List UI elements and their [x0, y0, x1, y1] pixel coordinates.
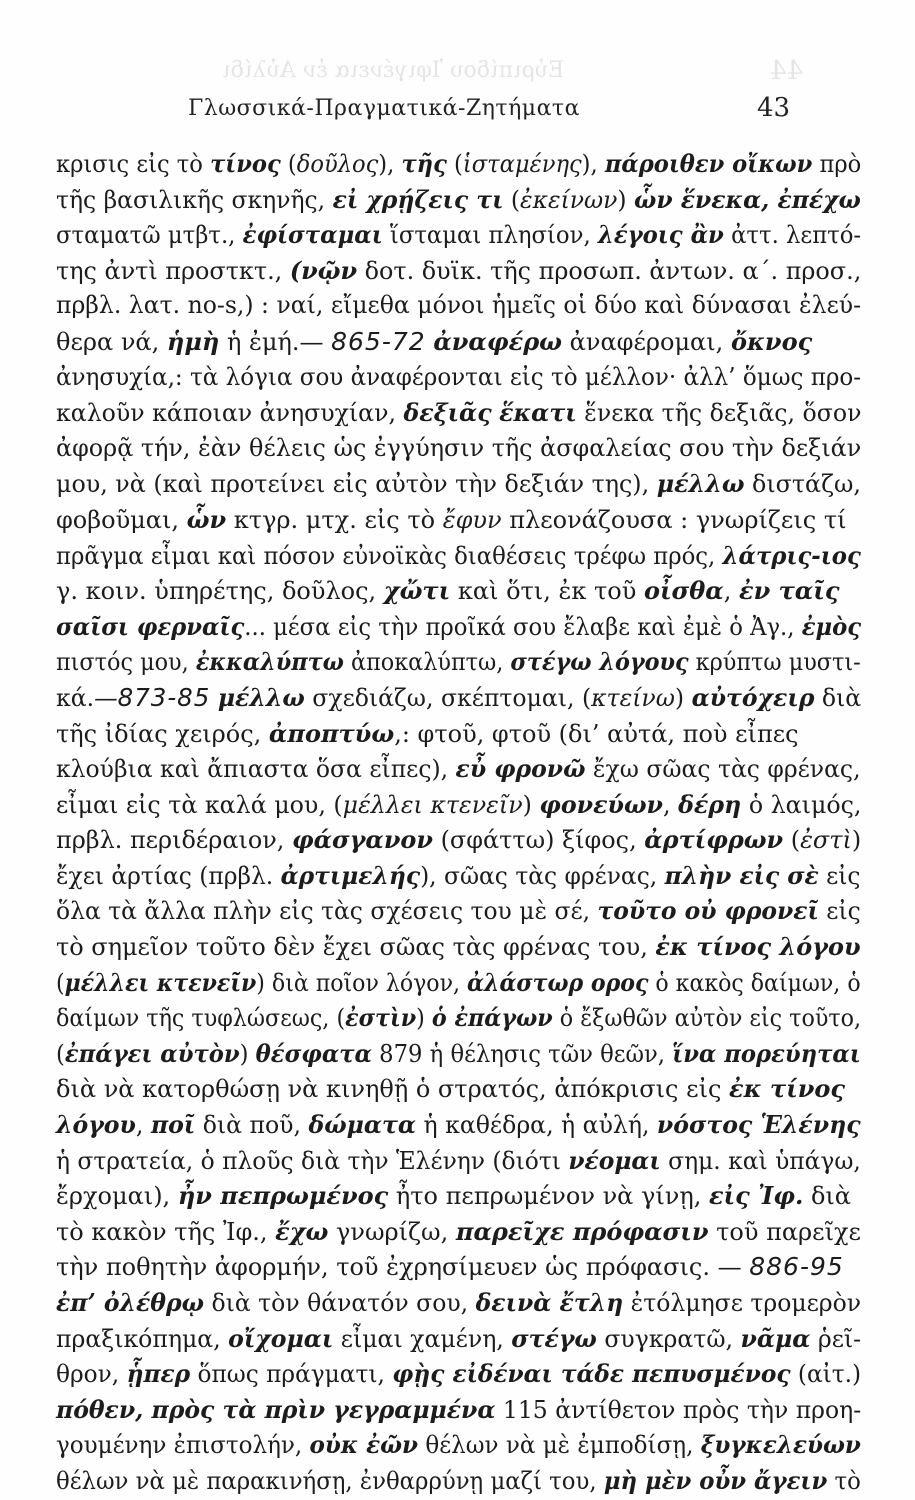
- lemma-term: ἀποπτύω: [268, 718, 395, 748]
- gloss-text: καὶ ὅτι, ἐκ τοῦ: [450, 577, 644, 606]
- gloss-text: ἀφορᾷ τήν, ἐὰν θέλεις ὡς ἐγγύησιν τῆς ἀσφαλείας σου τὴν δεξιάν: [56, 433, 862, 462]
- gloss-text: εἶμαι εἰς τὰ καλά μου, (: [56, 790, 343, 819]
- lemma-term: τῆς: [401, 149, 447, 178]
- gloss-text: (: [503, 185, 521, 214]
- gloss-text: συγκρατῶ,: [596, 1324, 741, 1353]
- text-line: [56, 431, 862, 467]
- text-line: [56, 182, 861, 218]
- gloss-text: ἦτο πεπρωμένον νὰ γίνῃ,: [388, 1182, 709, 1211]
- lemma-term: ξυγκελεύων: [700, 1430, 861, 1460]
- gloss-text: ὅπως πράγματι,: [190, 1360, 393, 1389]
- lemma-term: ἀλάστωρ ορος: [467, 967, 649, 997]
- gloss-text: θέλων νὰ μὲ ἐμποδίσῃ,: [418, 1431, 701, 1460]
- gloss-text: ): [851, 826, 862, 855]
- gloss-text: ὁ λαιμός,: [741, 790, 862, 819]
- text-line: [56, 1249, 861, 1285]
- lemma-term: λέγοις ἂν: [597, 220, 724, 250]
- text-line: [56, 858, 861, 894]
- text-line: [56, 288, 862, 324]
- gloss-text: 115 ἀντίθετον πρὸς τὴν προη-: [495, 1395, 862, 1424]
- lemma-term: νόστος Ἑλένης: [656, 1110, 861, 1140]
- gloss-text: (: [56, 968, 65, 997]
- gloss-text: ) διὰ ποῖον λόγον,: [256, 968, 468, 997]
- gloss-text: διὰ: [814, 683, 862, 712]
- text-line: [56, 787, 862, 823]
- lemma-term: δεξιᾶς: [403, 398, 492, 428]
- gloss-text: (σφάττω) ξίφος,: [432, 826, 645, 855]
- lemma-term: ὄκνος: [730, 326, 813, 356]
- text-line: [56, 217, 862, 253]
- gloss-text: (: [446, 150, 463, 178]
- gloss-text: (: [280, 150, 297, 178]
- text-line: [56, 360, 862, 396]
- lemma-term: λάτρις-ιος: [722, 540, 861, 570]
- gloss-text: ): [239, 1039, 256, 1068]
- lemma-term: ἔχω: [275, 1216, 329, 1246]
- gloss-text: ,: φτοῦ, φτοῦ (δι’ αὐτά, ποὺ εἶπες: [394, 719, 799, 748]
- gloss-text: πρὸ: [812, 150, 862, 178]
- text-line: [56, 146, 862, 182]
- lemma-term: ἐφίσταμαι: [242, 220, 383, 250]
- gloss-text: [210, 684, 217, 712]
- text-line: [56, 1285, 862, 1321]
- lemma-term: ἀναφέρω: [433, 326, 563, 356]
- text-line: [56, 395, 862, 431]
- running-head: Γλωσσικά-Πραγματικά-Ζητήματα: [188, 96, 580, 121]
- text-line: [56, 1107, 861, 1143]
- gloss-text: τὸ κακὸν τῆς Ἰφ.,: [56, 1217, 276, 1246]
- gloss-text: ),: [378, 150, 402, 178]
- gloss-text: ὅλα τὰ ἄλλα πλὴν εἰς τὰς σχέσεις του μὲ σέ,: [56, 897, 598, 926]
- lemma-term: στέγω: [511, 1323, 597, 1353]
- gloss-text: κά.—: [56, 683, 118, 712]
- gloss-text: ἐτόλμησε τρομερὸν: [623, 1289, 862, 1317]
- lemma-term: ἐν ταῖς: [739, 576, 840, 606]
- lemma-term: φῂς εἰδέναι τάδε πεπυσμένος: [392, 1359, 791, 1389]
- lemma-term: ποῖ: [150, 1110, 196, 1140]
- lemma-term: εἰς Ἰφ.: [708, 1181, 804, 1211]
- verse-range: 886-95: [749, 1252, 844, 1282]
- text-line: [56, 822, 862, 858]
- gloss-text: τὸ σημεῖον τοῦτο δὲν ἔχει σῶας τὰς φρένας του,: [56, 933, 656, 962]
- lemma-term: πλὴν εἰς σὲ: [664, 860, 819, 890]
- italic-text: δοῦλος: [296, 150, 379, 178]
- gloss-text: διὰ τὸν θάνατόν σου,: [203, 1289, 476, 1317]
- gloss-text: (: [56, 1039, 65, 1068]
- lemma-term: ἐκκαλύπτω: [195, 647, 344, 677]
- gloss-text: ), σῶας τὰς φρένας,: [420, 861, 665, 890]
- lemma-term: πάροιθεν οἴκων: [604, 149, 813, 178]
- lemma-term: νᾶμα: [740, 1323, 811, 1353]
- bleed-through-page-number: 44: [770, 56, 804, 86]
- lemma-term: μὴ μὲν οὖν ἄγειν: [603, 1465, 828, 1495]
- text-line: [56, 1143, 861, 1179]
- lemma-term: ἐκ τίνος: [729, 1074, 846, 1104]
- gloss-text: ): [617, 185, 635, 214]
- italic-text: κτείνω: [591, 683, 675, 712]
- gloss-text: 879 ἡ θέλησις τῶν θεῶν,: [371, 1039, 673, 1068]
- text-line: [56, 1427, 861, 1463]
- gloss-text: θερα νά,: [56, 327, 167, 356]
- gloss-text: τῆς βασιλικῆς σκηνῆς,: [56, 185, 333, 214]
- lemma-term: ἐστὶν: [345, 1003, 417, 1033]
- text-line: [56, 538, 861, 574]
- lemma-term: νέομαι: [568, 1145, 661, 1175]
- text-line: [56, 1321, 862, 1357]
- gloss-text: μου, νὰ (καὶ προτείνει εἰς αὐτὸν τὴν δεξιάν της),: [56, 470, 657, 499]
- gloss-text: ὁ ἔξωθῶν αὐτὸν εἰς τοῦτο,: [552, 1004, 862, 1033]
- text-line: [56, 716, 861, 752]
- gloss-text: ὁ κακὸς δαίμων, ὁ: [648, 968, 861, 997]
- gloss-text: ἔχει ἀρτίας (πρβλ.: [56, 861, 281, 890]
- gloss-text: πλεονάζουσα : γνωρίζεις τί: [501, 505, 847, 534]
- text-line: [56, 253, 862, 289]
- lemma-term: ἡμὴ: [166, 326, 220, 356]
- italic-text: ἐκείνων: [520, 185, 618, 214]
- text-line: [56, 502, 861, 538]
- lemma-term: χὤτι: [383, 576, 451, 606]
- bleed-through-text: [0, 0, 915, 160]
- lemma-term: φάσγανον: [291, 825, 433, 855]
- lemma-term: ἀρτιμελής: [280, 860, 421, 890]
- gloss-text: κρύπτω μυστι-: [688, 648, 861, 677]
- text-line: [56, 1214, 861, 1250]
- gloss-text: διὰ ποῦ,: [195, 1111, 309, 1140]
- lemma-term: ἐμὸς: [801, 611, 862, 641]
- lemma-term: ἐπάγει αὐτὸν: [64, 1038, 240, 1068]
- italic-text: μέλλει κτενεῖν: [342, 790, 523, 819]
- lemma-term: οἴχομαι: [228, 1323, 334, 1353]
- gloss-text: διὰ: [803, 1182, 852, 1211]
- gloss-text: ῥεῖ-: [810, 1324, 862, 1353]
- gloss-text: ἡ στρατεία, ὁ πλοῦς διὰ τὴν Ἑλένην (διότι: [56, 1146, 569, 1175]
- lemma-term: δέρη: [678, 789, 742, 819]
- gloss-text: ,: [723, 577, 739, 606]
- lemma-term: εὖ φρονῶ: [455, 754, 586, 784]
- lemma-term: αὐτόχειρ: [691, 682, 815, 712]
- lemma-term: ἀρτίφρων: [644, 825, 784, 855]
- lemma-term: μέλλω: [656, 469, 745, 499]
- lemma-term: ἐκ τίνος λόγου: [655, 932, 861, 962]
- text-line: [56, 929, 859, 965]
- gloss-text: διστάζω,: [744, 470, 861, 499]
- text-line: [56, 1000, 862, 1036]
- lemma-term: τίνος: [210, 149, 281, 178]
- gloss-text: ἡ ἐμή.—: [219, 327, 332, 356]
- gloss-text: ... μέσα εἰς τὴν προῖκά σου ἔλαβε καὶ ἐμὲ ὁ Ἀγ.,: [244, 612, 802, 641]
- text-line: [56, 751, 861, 787]
- gloss-text: ἡ καθέδρα, ἡ αὐλή,: [416, 1111, 657, 1140]
- gloss-text: θέλων νὰ μὲ παρακινήσῃ, ἐνθαρρύνῃ μαζί του,: [56, 1466, 604, 1495]
- lemma-term: εἰ χρῄζεις τι: [332, 184, 504, 214]
- gloss-text: (: [783, 826, 801, 855]
- gloss-text: σχεδιάζω, σκέπτομαι, (: [304, 683, 592, 712]
- gloss-text: ἕνεκα τῆς δεξιᾶς, ὅσον: [576, 399, 862, 428]
- text-line: [56, 466, 861, 502]
- gloss-text: σημ. καὶ ὑπάγω,: [660, 1146, 861, 1175]
- lemma-term: ἐπ’ ὀλέθρῳ: [56, 1288, 204, 1317]
- lemma-term: θέσφατα: [255, 1038, 372, 1068]
- gloss-text: τῆς ἰδίας χειρός,: [56, 719, 269, 748]
- gloss-text: γ. κοιν. ὑπηρέτης, δοῦλος,: [56, 577, 384, 606]
- lemma-term: ἕκατι: [499, 398, 577, 428]
- lemma-term: (νῷν: [289, 255, 358, 285]
- lemma-term: οὐκ ἐῶν: [309, 1430, 419, 1460]
- text-line: [56, 965, 861, 1001]
- page-header: [0, 93, 915, 136]
- gloss-text: κλούβια καὶ ἄπιαστα ὅσα εἶπες),: [56, 755, 456, 784]
- text-line: [56, 644, 861, 680]
- lemma-term: στέγω λόγους: [510, 647, 689, 677]
- gloss-text: πιστός μου,: [56, 648, 196, 677]
- gloss-text: γουμένην ἐπιστολήν,: [56, 1431, 310, 1460]
- gloss-text: εἰς: [818, 897, 861, 926]
- gloss-text: δαίμων τῆς τυφλώσεως, (: [56, 1004, 346, 1033]
- lemma-term: ᾗπερ: [126, 1359, 191, 1389]
- text-line: [56, 1463, 861, 1499]
- bleed-through-running-head: Εὐριπίδου Ἰφιγένεια ἐν Αὐλίδι: [222, 58, 565, 83]
- gloss-text: κτγρ. μτχ. εἰς τὸ: [226, 505, 443, 534]
- lemma-term: ἦν πεπρωμένος: [177, 1181, 389, 1211]
- gloss-text: ): [522, 790, 540, 819]
- gloss-text: σταματῶ μτβτ.,: [56, 221, 243, 250]
- commentary-text: [56, 146, 861, 1499]
- lemma-term: ὧν: [186, 504, 227, 534]
- gloss-text: της ἀντὶ προστκτ.,: [56, 256, 290, 285]
- text-line: [56, 1356, 862, 1392]
- lemma-term: ὁ ἐπάγων: [431, 1003, 553, 1033]
- gloss-text: διὰ νὰ κατορθώσῃ νὰ κινηθῇ ὁ στρατός, ἀπόκρισις εἰς: [56, 1075, 730, 1104]
- gloss-text: ἀνησυχία,: τὰ λόγια σου ἀναφέρονται εἰς τὸ μέλλον· ἀλλ’ ὅμως προ-: [56, 362, 862, 391]
- gloss-text: ἀττ. λεπτό-: [723, 221, 862, 250]
- lemma-term: παρεῖχε πρόφασιν: [455, 1216, 709, 1246]
- gloss-text: φοβοῦμαι,: [56, 505, 187, 534]
- text-line: [56, 680, 862, 716]
- gloss-text: πρβλ. λατ. no-s,) : ναί, εἴμεθα μόνοι ἡμεῖς οἱ δύο καὶ δύνασαι ἐλεύ-: [56, 291, 862, 320]
- lemma-term: δώματα: [308, 1110, 417, 1140]
- lemma-term: σαῖσι φερναῖς: [56, 611, 245, 641]
- text-line: [56, 893, 861, 929]
- gloss-text: ): [416, 1004, 432, 1033]
- lemma-term: πόθεν, πρὸς τὰ πρὶν γεγραμμένα: [56, 1394, 496, 1424]
- gloss-text: ): [674, 683, 692, 712]
- gloss-text: πραξικόπημα,: [56, 1324, 229, 1353]
- lemma-term: ἵνα πορεύηται: [672, 1038, 861, 1068]
- gloss-text: ,: [662, 790, 679, 819]
- lemma-term: λόγου: [56, 1110, 136, 1140]
- lemma-term: δεινὰ ἔτλη: [475, 1288, 624, 1317]
- gloss-text: (αἰτ.): [790, 1360, 862, 1389]
- lemma-term: φονεύων: [539, 789, 663, 819]
- italic-text: ἱσταμένης: [462, 150, 582, 178]
- gloss-text: ἔρχομαι),: [56, 1182, 178, 1211]
- gloss-text: καλοῦν κάποιαν ἀνησυχίαν,: [56, 399, 404, 428]
- italic-text: ἔφυν: [442, 505, 502, 534]
- lemma-term: οἶσθα: [643, 576, 724, 606]
- page-number: 43: [757, 93, 791, 123]
- text-line: [56, 324, 861, 360]
- gloss-text: πρβλ. περιδέραιον,: [56, 826, 292, 855]
- text-line: [56, 1071, 861, 1107]
- verse-range: 865-72: [331, 326, 426, 356]
- gloss-text: ἀποκαλύπτω,: [343, 648, 511, 677]
- text-line: [56, 573, 861, 609]
- text-line: [56, 1178, 861, 1214]
- gloss-text: εἶμαι χαμένη,: [333, 1324, 512, 1353]
- gloss-text: ἵσταμαι πλησίον,: [382, 221, 598, 250]
- lemma-term: ὧν ἕνεκα, ἐπέχω: [634, 184, 861, 214]
- gloss-text: ἔχω σῶας τὰς φρένας,: [585, 755, 861, 784]
- lemma-term: μέλλω: [217, 682, 305, 712]
- text-line: [56, 609, 862, 645]
- lemma-term: τοῦτο οὐ φρονεῖ: [597, 896, 819, 926]
- gloss-text: κρισις εἰς τὸ: [56, 150, 211, 178]
- gloss-text: δοτ. δυϊκ. τῆς προσωπ. ἀντων. α΄. προσ.,: [357, 256, 862, 285]
- gloss-text: ἀναφέρομαι,: [562, 327, 731, 356]
- gloss-text: πρᾶγμα εἶμαι καὶ πόσον εὐνοϊκὰς διαθέσεις τρέφω πρός,: [56, 541, 723, 570]
- gloss-text: τὴν ποθητὴν ἀφορμήν, τοῦ ἐχρησίμευεν ὡς πρόφασις. —: [56, 1253, 750, 1282]
- text-line: [56, 1392, 862, 1428]
- gloss-text: τὸ: [827, 1466, 861, 1495]
- lemma-term: μέλλει κτενεῖν: [64, 967, 257, 997]
- gloss-text: θρον,: [56, 1360, 127, 1389]
- gloss-text: ),: [581, 150, 605, 178]
- gloss-text: εἰς: [818, 861, 861, 890]
- italic-text: ἐστὶ: [800, 826, 852, 855]
- gloss-text: ,: [135, 1111, 151, 1140]
- gloss-text: τοῦ παρεῖχε: [708, 1217, 861, 1246]
- verse-range: 873-85: [117, 682, 211, 712]
- gloss-text: γνωρίζω,: [328, 1217, 456, 1246]
- text-line: [56, 1036, 861, 1072]
